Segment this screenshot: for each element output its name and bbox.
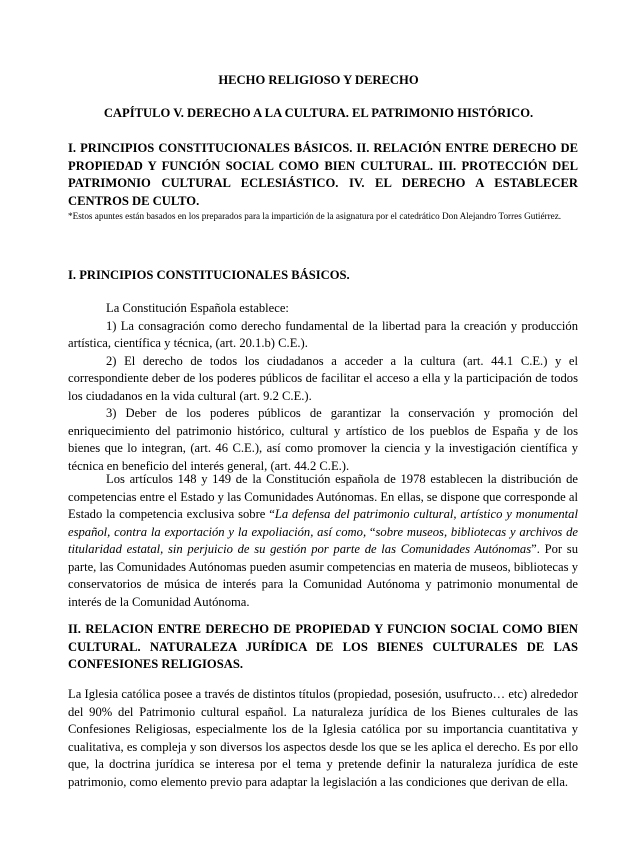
paragraph-text-b: “ <box>366 524 376 539</box>
list-item-3: 3) Deber de los poderes públicos de garantizar la conservación y promoción del enriquecimiento del patrimonio histórico, cultural y artístico de los pueblos de España y de los bienes que lo integran, (art. 46 C.E.), así como promover la ciencia y la investigación científica y técnica en beneficio del interés general, (art. 44.2 C.E.). <box>68 406 578 473</box>
chapter-index: I. PRINCIPIOS CONSTITUCIONALES BÁSICOS. II. RELACIÓN ENTRE DERECHO DE PROPIEDAD Y FUNCIÓN SOCIAL COMO BIEN CULTURAL. III. PROTECCIÓN DEL PATRIMONIO CULTURAL ECLESIÁSTICO. IV. EL DERECHO A ESTABLECER CENTROS DE CULTO. <box>68 141 578 208</box>
list-item-2: 2) El derecho de todos los ciudadanos a acceder a la cultura (art. 44.1 C.E.) y el correspondiente deber de los poderes públicos de facilitar el acceso a ella y la participación de todos los ciudadanos en la vida cultural (art. 9.2 C.E.). <box>68 353 578 403</box>
section-2-paragraph: La Iglesia católica posee a través de distintos títulos (propiedad, posesión, usufructo… etc) alrededor del 90% del Patrimonio cultural español. La naturaleza jurídica de los Bienes culturales de las Confesiones Religiosas, especialmente los de la Iglesia católica por su importancia cuantitativa y cualitativa, es compleja y son diversos los aspectos desde los que se les aplica el derecho. Es por ello que, la doctrina jurídica se interesa por el tema y pretende definir la naturaleza jurídica de este patrimonio, como elemento previo para adaptar la legislación a las condiciones que derivan de ella. <box>68 687 578 789</box>
list-intro: La Constitución Española establece: <box>106 301 289 315</box>
chapter-title: CAPÍTULO V. DERECHO A LA CULTURA. EL PATRIMONIO HISTÓRICO. <box>103 106 534 120</box>
list-item-1: 1) La consagración como derecho fundamental de la libertad para la creación y producción artística, científica y técnica, (art. 20.1.b) C.E.). <box>68 318 578 350</box>
paragraph-italic-2: sobre museos, bibliotecas y archivos de titularidad estatal, sin perjuicio de su gestión por parte de las Comunidades Autónomas <box>68 524 579 556</box>
paragraph-text-c: ”. Por su parte, las Comunidades Autónomas pueden asumir competencias en materia de museos, bibliotecas y conservatorios de música de interés para la Comunidad Autónoma y patrimonio monumental de interés de la Comunidad Autónoma. <box>68 542 578 609</box>
section-1-heading: I. PRINCIPIOS CONSTITUCIONALES BÁSICOS. <box>68 268 350 282</box>
section-1-paragraph <box>68 471 578 611</box>
document-title: HECHO RELIGIOSO Y DERECHO <box>218 73 419 87</box>
paragraph-text-a: Los artículos 148 y 149 de la Constitución española de 1978 establecen la distribución de competencias entre el Estado y las Comunidades Autónomas. En ellas, se dispone que corresponde al Estado la competencia exclusiva sobre “ <box>68 472 578 521</box>
section-1-list <box>68 300 578 475</box>
footnote: *Estos apuntes están basados en los preparados para la impartición de la asignatura por el catedrático Don Alejandro Torres Gutiérrez. <box>68 211 562 221</box>
paragraph-italic-1: La defensa del patrimonio cultural, artístico y monumental español, contra la exportación y la expoliación, así como, <box>68 507 578 539</box>
section-2-heading: II. RELACION ENTRE DERECHO DE PROPIEDAD Y FUNCION SOCIAL COMO BIEN CULTURAL. NATURALEZA JURÍDICA DE LOS BIENES CULTURALES DE LAS CONFESIONES RELIGIOSAS. <box>68 622 578 671</box>
